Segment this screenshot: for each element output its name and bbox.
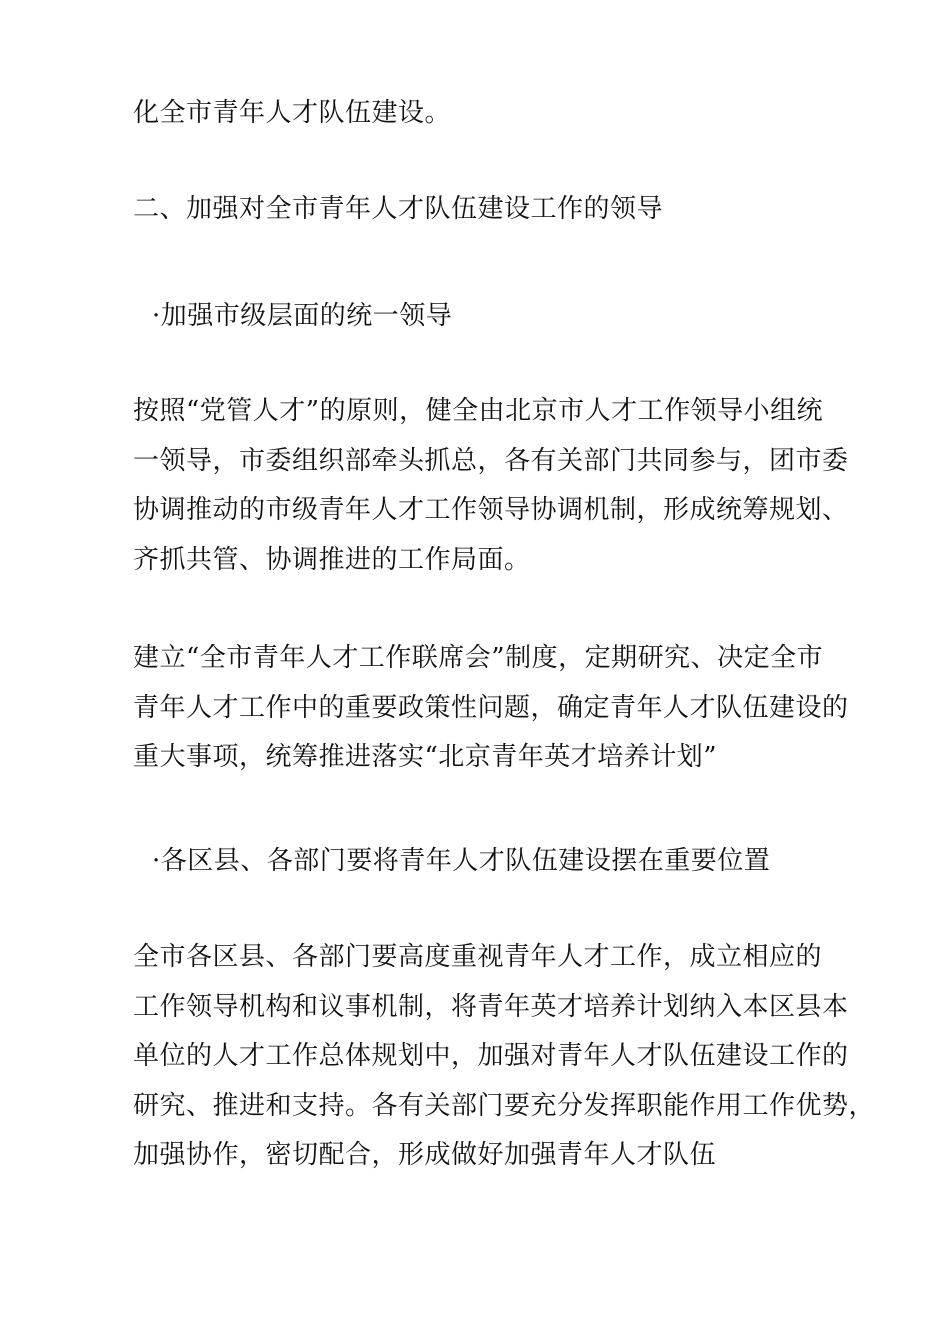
- paragraph-line: 研究、推进和支持。各有关部门要充分发挥职能作用工作优势，: [133, 1091, 876, 1121]
- paragraph-line: 按照“党管人才”的原则，健全由北京市人才工作领导小组统: [133, 396, 824, 426]
- paragraph-line: 工作领导机构和议事机制，将青年英才培养计划纳入本区县本: [133, 992, 849, 1022]
- paragraph-line: 全市各区县、各部门要高度重视青年人才工作，成立相应的: [133, 942, 823, 972]
- paragraph-line: 青年人才工作中的重要政策性问题，确定青年人才队伍建设的: [133, 693, 849, 723]
- paragraph-line: 单位的人才工作总体规划中，加强对青年人才队伍建设工作的: [133, 1041, 849, 1071]
- paragraph-line: 重大事项，统筹推进落实“北京青年英才培养计划”: [133, 742, 718, 772]
- paragraph-line: 加强协作，密切配合，形成做好加强青年人才队伍: [133, 1140, 717, 1170]
- paragraph-line: 齐抓共管、协调推进的工作局面。: [133, 545, 531, 575]
- section-heading: 二、加强对全市青年人才队伍建设工作的领导: [133, 194, 664, 224]
- paragraph-line: 协调推动的市级青年人才工作领导协调机制，形成统筹规划、: [133, 495, 849, 525]
- paragraph-line: 化全市青年人才队伍建设。: [133, 98, 452, 128]
- subheading-bullet: ·加强市级层面的统一领导: [152, 301, 453, 331]
- paragraph-line: 建立“全市青年人才工作联席会”制度，定期研究、决定全市: [133, 643, 824, 673]
- subheading-bullet: ·各区县、各部门要将青年人才队伍建设摆在重要位置: [152, 846, 771, 876]
- paragraph-line: 一领导，市委组织部牵头抓总，各有关部门共同参与，团市委: [133, 446, 849, 476]
